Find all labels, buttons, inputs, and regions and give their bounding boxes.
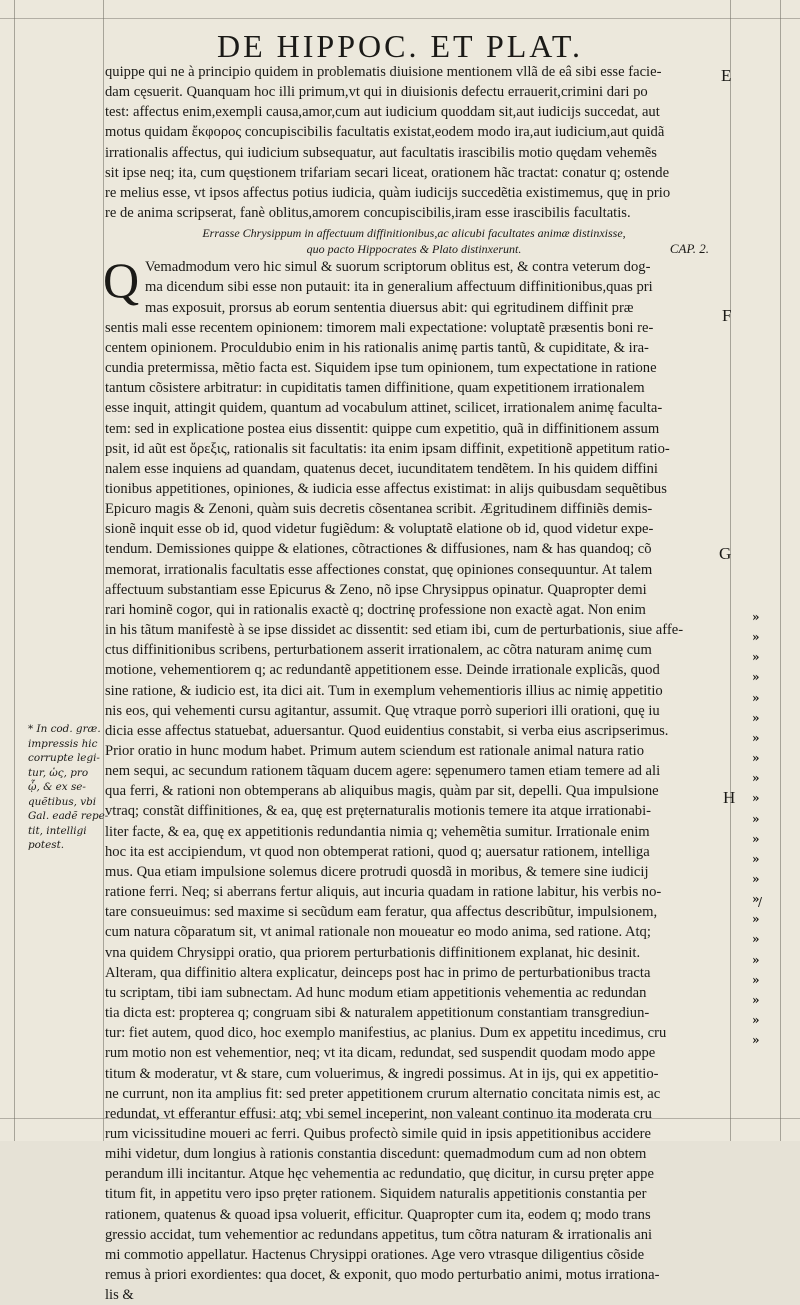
quote-mark: » xyxy=(752,952,760,967)
text-line: mi commotio appellatur. Hactenus Chrysippi orationes. Age vero vtrasque diligentius cõside xyxy=(105,1246,645,1263)
chapter-heading-line-2: quo pacto Hippocrates & Plato distinxerunt. xyxy=(306,242,522,257)
text-line: gressio accidat, tum vehementior ac redundans appetitus, tum cõtra naturam & irrationalis ani xyxy=(105,1226,653,1243)
text-line: tionibus appetitiones, opiniones, & iudicia esse affectus existimat: in alijs quibusdam sequẽtibus xyxy=(105,480,667,497)
side-letter-g: G xyxy=(719,544,732,563)
main-text xyxy=(105,62,723,1305)
text-line: Prior oratio in hunc modum habet. Primum autem sciendum est rationale animal natura ratio xyxy=(105,743,645,759)
text-line: * In cod. græ. xyxy=(28,723,101,735)
text-line: sine ratione, & iudicio est, ita dici ait. Tum in exemplum vehementioris illius ac nimię appetitio xyxy=(105,682,663,699)
text-line: vtraq; constãt diffinitiones, & ea, quę est pręternaturalis motionis temere ita atque irrationabi- xyxy=(105,803,652,820)
quote-mark: » xyxy=(752,730,760,745)
quote-mark: » xyxy=(752,932,760,947)
text-line: Vemadmodum vero hic simul & suorum scriptorum oblitus est, & contra veterum dog- xyxy=(145,259,651,276)
text-line: tur, ὡς, pro xyxy=(28,766,89,779)
text-line: cum natura cõparatum sit, vt animal rationale non moueatur eo modo anima, sed ratione. Atq; xyxy=(105,924,651,941)
quote-mark: » xyxy=(752,690,760,705)
text-line: rari hominẽ cogor, qui in rationalis exactè q; doctrinę professione non exactè agat. Non enim xyxy=(105,601,646,618)
text-line: psit, id aũt est ὄρεξις, rationalis sit facultatis: ita enim ipsam diffinit, expetitionẽ appetitum ratio- xyxy=(105,440,670,457)
text-line: ma dicendum sibi esse non putauit: ita in generalium affectuum diffinitionibus,quas pri xyxy=(145,279,653,296)
text-line: nem sequi, ac secundum rationem tãquam ducem agere: sępenumero tamen etiam temere ad ali xyxy=(105,763,661,780)
quote-mark: » xyxy=(752,831,760,846)
quote-mark: » xyxy=(752,710,760,725)
quote-mark: » xyxy=(752,1013,760,1027)
text-line: in his tãtum manifestè à se ipse dissidet ac dissentit: sed etiam ibi, cum de perturbationis, siue affe- xyxy=(105,622,684,639)
text-line: quippe qui ne à principio quidem in problematis diuisione mentionem vllã de eâ sibi esse facie- xyxy=(105,64,662,80)
text-line: lis & xyxy=(105,1287,134,1304)
text-line: Epicuro magis & Zenoni, quàm suis decretis cõsentanea scribit. Ægritudinem diffiniẽs demis- xyxy=(105,501,653,518)
left-frame-rule xyxy=(14,0,15,1141)
quote-mark: » xyxy=(752,650,760,665)
running-head: DE HIPPOC. ET PLAT. xyxy=(216,28,584,64)
quote-mark: » xyxy=(752,992,760,1007)
quote-mark: » xyxy=(752,851,760,866)
chapter-heading-line-1: Errasse Chrysippum in affectuum diffinitionibus,ac alicubi facultates animæ distinxisse, xyxy=(202,226,626,241)
text-line: titum fit, in appetitu vero ipso pręter rationem. Siquidem naturalis appetitionis constantia per xyxy=(105,1186,647,1203)
top-frame-rule xyxy=(0,18,800,19)
quote-mark: » xyxy=(752,871,760,886)
quote-mark: » xyxy=(752,630,760,645)
stray-mark: / xyxy=(758,895,763,909)
text-line: tit, intelligi xyxy=(28,824,87,837)
text-line: re de anima scripserat, fanè oblitus,amorem concupiscibilis,iram esse irascibilis facultatis. xyxy=(105,205,631,222)
text-line: irrationalis affectus, qui iudicium subsequatur, aut facultatis irascibilis motio quędam vehemẽs xyxy=(105,144,657,161)
paragraph-1 xyxy=(105,62,723,223)
quote-mark: » xyxy=(752,1033,760,1048)
text-line: Gal. eadẽ repe- xyxy=(28,810,109,822)
text-line: corrupte legi- xyxy=(28,752,100,764)
text-line: tu scriptam, tibi iam subnectam. Ad hunc modum etiam appetitionis vehementia ac redundan xyxy=(105,984,647,1001)
text-line: test: affectus enim,exempli causa,amor,cum aut iudicium quoddam sit,aut iudicijs succedat, aut xyxy=(105,104,660,121)
text-line: mus. Qua etiam impulsione solemus dicere protrudi quosdã in moribus, & temere sine iudicij xyxy=(105,863,649,880)
right-frame-rule xyxy=(780,0,781,1141)
text-line: tem: sed in explicatione postea eius dissentit: quippe cum expetitio, quã in diffinitionem assum xyxy=(105,420,660,437)
text-line: redundat, vt efferantur effusi: atq; vbi semel inceperint, non valeant continuo ita moderata cru xyxy=(105,1105,652,1122)
text-line: tur: fiet autem, quod dico, hoc exemplo manifestius, ac planius. Dum ex appetitu incedimus, cru xyxy=(105,1025,667,1042)
text-line: re melius esse, vt ipsos affectus potius iudicia, quàm iudicijs succedẽtia existimemus, quę in prio xyxy=(105,184,671,201)
text-line: liter facte, & ea, quę ex appetitionis redundantia nimia q; vehemẽtia sumitur. Irrationale enim xyxy=(105,823,650,840)
quote-mark: » xyxy=(752,670,760,685)
text-left-rule xyxy=(103,0,104,1141)
text-line: rum vicissitudine moueri ac ferri. Quibus profectò simile quid in ipsis appetitionibus accidere xyxy=(105,1125,651,1142)
quote-mark: » xyxy=(752,771,760,786)
text-line: Alteram, qua diffinitio altera explicatur, deinceps post hac in primo de perturbationibus tracta xyxy=(105,964,651,981)
text-line: qua ferri, & rationi non obtemperans ab aliquibus magis, quàm par sit, depelli. Qua impulsione xyxy=(105,783,659,800)
text-line: dam cęsuerit. Quanquam hoc illi primum,vt qui in diuisionis defectu errauerit,crimini dari po xyxy=(105,84,648,101)
quote-mark: » xyxy=(752,791,760,806)
text-line: perandum illi incitantur. Atque hęc vehementia ac redundatio, quę dicitur, in cursu pręter appe xyxy=(105,1166,654,1183)
text-line: mihi videtur, dum longius à rationis constantia discedunt: quemadmodum cum ad non obtem xyxy=(105,1146,647,1163)
text-line: ᾧ, & ex se- xyxy=(28,781,86,793)
quote-mark: » xyxy=(752,892,760,907)
text-line: centem opinionem. Proculdubio enim in his rationalis animę partis tantũ, & cupiditate, & ira- xyxy=(105,339,649,356)
text-line: dicia esse affectus statuebat, aduersantur. Quod euidentius constabit, si verba eius ascripserimus. xyxy=(105,722,669,739)
text-line: motus quidam ἔκφορος concupiscibilis facultatis existat,eodem modo ira,aut iudicium,aut quidã xyxy=(105,124,665,141)
text-line: ne currunt, non ita amplius fit: sed preter appetitionem crurum alternatio concitata nimis est, ac xyxy=(105,1085,661,1102)
text-line: cundia pretermissa, mẽtio facta est. Siquidem ipse tum opinionem, tum expectatione in ratione xyxy=(105,360,657,377)
text-line: hoc ita est accipiendum, vt quod non obtemperat rationi, quod q; auersatur rationem, intelliga xyxy=(105,843,650,860)
text-line: affectuum substantiam esse Epicurus & Zeno, nõ ipse Chrysippus opinatur. Quapropter demi xyxy=(105,581,647,598)
side-letter-h: H xyxy=(723,788,736,807)
drop-capital: Q xyxy=(103,252,140,309)
text-line: nalem esse inquiens ad quandam, quatenus decet, iucunditatem tendẽtem. In his quidem diffini xyxy=(105,460,658,477)
text-line: rationem, quatenus & quoad ipsa voluerit, efficitur. Quapropter cum ita, eodem q; modo trans xyxy=(105,1206,651,1223)
text-right-rule xyxy=(730,0,731,1141)
quote-mark: » xyxy=(752,811,760,826)
text-line: sentis mali esse recentem opinionem: timorem mali expectatione: voluptatẽ præsentis boni re- xyxy=(105,319,654,336)
text-line: tantum cõsistere arbitratur: in cupiditatis tamen diffinitione, quam expetitionem irrationalem xyxy=(105,380,645,397)
text-line: titum & moderatur, vt & stare, cum voluerimus, & ingredi possimus. At in ijs, qui ex appetitio- xyxy=(105,1065,659,1082)
text-line: vna quidem Chrysippi oratio, qua priorem perturbationis diffinitionem explanat, hic desinit. xyxy=(105,944,641,961)
text-line: ctus diffinitionibus scribens, perturbationem asserit irrationalem, ac cõtra naturam animę cum xyxy=(105,642,652,659)
side-letter-f: F xyxy=(722,306,732,325)
margin-note xyxy=(28,722,108,853)
text-line: mas exposuit, prorsus ab eorum sententia diuersus abit: qui egritudinem diffinit præ xyxy=(145,299,634,316)
text-line: esse inquit, attingit quidem, quantum ad vocabulum attinet, scilicet, irrationalem animę faculta- xyxy=(105,400,663,417)
quote-mark: » xyxy=(752,912,760,927)
paragraph-2 xyxy=(103,252,723,1305)
text-line: tendum. Demissiones quippe & elationes, cõtractiones & diffusiones, nam & has quandoq; cõ xyxy=(105,541,652,558)
side-letter-e: E xyxy=(721,66,732,85)
text-line: nis eos, qui vehementi cursu agitantur, assumit. Quę vtraque porrò superiori illi orationi, quę iu xyxy=(105,702,660,719)
text-line: tia dicta est: propterea q; congruam sibi & naturalem appetitionum constantiam transgrediun- xyxy=(105,1005,650,1022)
text-line: tare consueuimus: sed maxime si secũdum eam feratur, qua affectus describũtur, impulsionem, xyxy=(105,904,658,921)
quote-mark: » xyxy=(752,972,760,987)
text-line: sionẽ inquit esse ob id, quod videtur fugiẽdum: & voluptatẽ elatione ob id, quod videtur expe- xyxy=(105,521,654,538)
quote-mark: » xyxy=(752,610,760,624)
text-line: memorat, irrationalis facultatis esse affectiones constat, quę opiniones consequuntur. At talem xyxy=(105,561,653,578)
text-line: rum motio non est vehementior, neq; vt ita dicam, redundat, sed suspendit quodam modo appe xyxy=(105,1045,656,1062)
text-line: potest. xyxy=(28,839,65,851)
text-line: sit ipse neq; ita, cum quęstionem trifariam secari liceat, orationem hãc tractat: conatur q; ostende xyxy=(105,164,670,181)
text-line: impressis hic xyxy=(28,737,98,750)
chapter-label: CAP. 2. xyxy=(669,241,709,257)
quote-mark: » xyxy=(752,751,760,765)
chapter-heading xyxy=(105,223,723,257)
text-line: ratione ferri. Neq; si aberrans fertur aliquis, aut incuria quadam in ratione labitur, his verbis no- xyxy=(105,884,662,901)
text-line: remus à priori exordientes: qua docet, & exponit, quo modo perturbatio animi, motus irrationa- xyxy=(105,1267,660,1284)
text-line: motione, vehementiorem q; ac redundantẽ appetitionem esse. Deinde irrationale explicãs, quod xyxy=(105,662,660,679)
text-line: quẽtibus, vbi xyxy=(28,795,97,808)
